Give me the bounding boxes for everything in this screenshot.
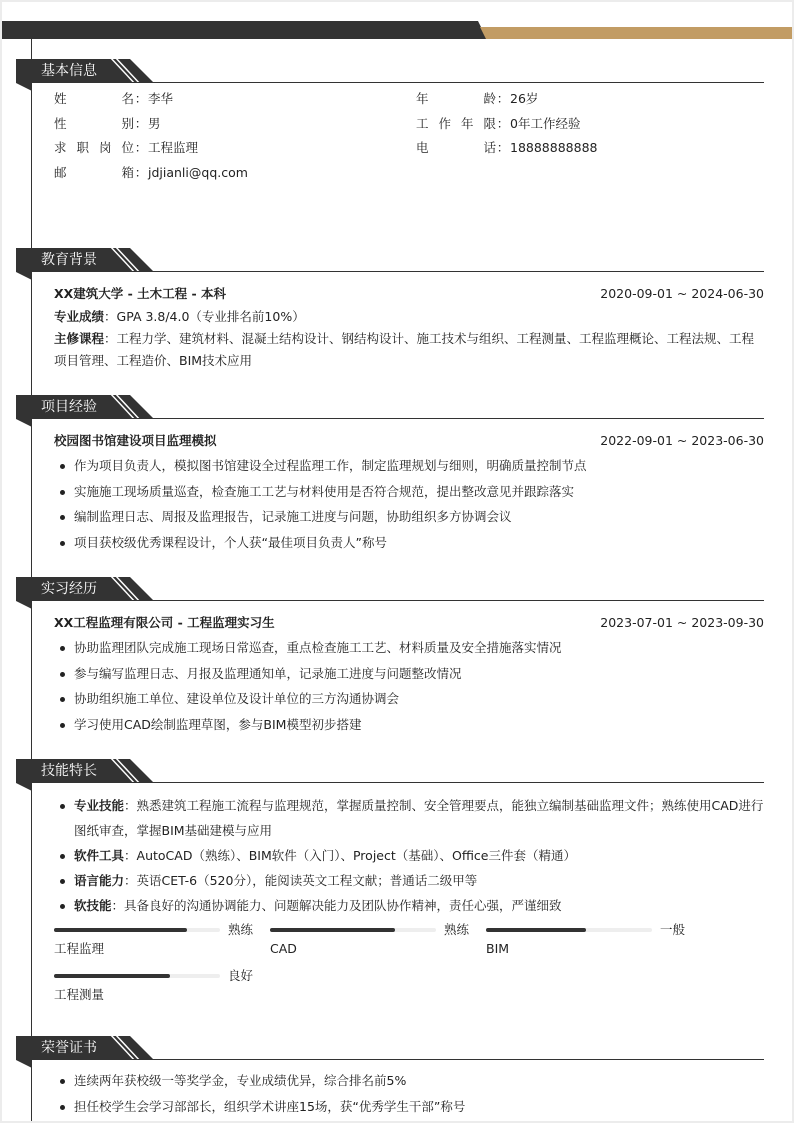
gpa-value: ：GPA 3.8/4.0（专业排名前10%） <box>104 309 305 324</box>
skill-level: 熟练 <box>444 922 470 937</box>
section-header <box>16 395 764 419</box>
colon: ： <box>134 116 148 131</box>
colon: ： <box>134 91 148 106</box>
skill-bar-item <box>54 922 264 966</box>
project-bullets <box>54 453 764 555</box>
skill-label: 语言能力 <box>74 873 125 888</box>
resume-page <box>2 2 792 1121</box>
skill-track <box>54 928 220 932</box>
skill-track <box>270 928 436 932</box>
list-item <box>54 893 764 918</box>
section-title: 技能特长 <box>16 759 102 783</box>
section-basic-info <box>16 59 764 189</box>
courses-line <box>54 328 764 372</box>
info-position <box>54 138 198 158</box>
honors-bullets <box>54 1068 764 1119</box>
skill-text: ：AutoCAD（熟练）、BIM软件（入门）、Project（基础）、Office三件套（精通） <box>124 848 576 863</box>
skill-label: 软技能 <box>74 898 112 913</box>
list-item: 协助组织施工单位、建设单位及设计单位的三方沟通协调会 <box>54 686 764 712</box>
stripes-decoration-icon <box>102 759 154 783</box>
entry-header <box>54 429 764 453</box>
skill-bars <box>54 922 764 1012</box>
skill-text: ：具备良好的沟通协调能力、问题解决能力及团队协作精神，责任心强，严谨细致 <box>111 898 562 913</box>
list-item: 项目获校级优秀课程设计，个人获“最佳项目负责人”称号 <box>54 530 764 556</box>
section-body <box>16 783 764 1012</box>
list-item: 作为项目负责人，模拟图书馆建设全过程监理工作，制定监理规划与细则，明确质量控制节点 <box>54 453 764 479</box>
info-phone <box>416 138 597 158</box>
entry-header <box>54 282 764 306</box>
colon: ： <box>496 91 510 106</box>
info-value: 18888888888 <box>510 140 598 155</box>
skill-track <box>54 974 220 978</box>
section-body <box>16 83 764 189</box>
list-item: 参与编写监理日志、月报及监理通知单，记录施工进度与问题整改情况 <box>54 661 764 687</box>
section-honors <box>16 1036 764 1119</box>
colon: ： <box>134 165 148 180</box>
section-title: 基本信息 <box>16 59 102 83</box>
skill-bar-item <box>270 922 480 966</box>
skill-name: BIM <box>486 941 510 956</box>
skill-name: CAD <box>270 941 297 956</box>
skill-text: ：英语CET-6（520分），能阅读英文工程文献；普通话二级甲等 <box>124 873 478 888</box>
skill-fill <box>270 928 395 932</box>
list-item <box>54 868 764 893</box>
info-value[interactable]: jdjianli@qq.com <box>148 165 248 180</box>
gpa-label: 专业成绩 <box>54 309 105 324</box>
entry-date: 2022-09-01 ~ 2023-06-30 <box>600 433 764 448</box>
info-value: 李华 <box>148 91 174 106</box>
info-label: 年龄 <box>416 91 496 106</box>
section-title: 荣誉证书 <box>16 1036 102 1060</box>
entry-date: 2023-07-01 ~ 2023-09-30 <box>600 615 764 630</box>
section-divider <box>102 1059 764 1060</box>
info-label: 电话 <box>416 140 496 155</box>
stripes-decoration-icon <box>102 248 154 272</box>
section-title: 实习经历 <box>16 577 102 601</box>
courses-label: 主修课程 <box>54 331 105 346</box>
section-divider <box>102 782 764 783</box>
skill-track <box>486 928 652 932</box>
info-grid <box>54 89 764 189</box>
list-item: 协助监理团队完成施工现场日常巡查，重点检查施工工艺、材料质量及安全措施落实情况 <box>54 635 764 661</box>
section-internship <box>16 577 764 737</box>
section-body <box>16 601 764 737</box>
section-divider <box>102 418 764 419</box>
colon: ： <box>134 140 148 155</box>
section-header <box>16 248 764 272</box>
skill-label: 专业技能 <box>74 798 125 813</box>
gpa-line <box>54 306 764 328</box>
skill-label: 软件工具 <box>74 848 125 863</box>
header-bar-dark <box>2 21 487 39</box>
section-body <box>16 419 764 555</box>
section-body <box>16 272 764 372</box>
list-item <box>54 843 764 868</box>
section-header <box>16 1036 764 1060</box>
section-skills <box>16 759 764 1012</box>
section-divider <box>102 600 764 601</box>
info-value: 26岁 <box>510 91 539 106</box>
header-bar-gold <box>480 27 792 39</box>
info-label: 性别 <box>54 116 134 131</box>
skill-bar-item <box>54 968 264 1012</box>
stripes-decoration-icon <box>102 59 154 83</box>
list-item: 连续两年获校级一等奖学金，专业成绩优异，综合排名前5% <box>54 1068 764 1094</box>
info-value: 工程监理 <box>148 140 199 155</box>
entry-header <box>54 611 764 635</box>
info-value: 0年工作经验 <box>510 116 581 131</box>
project-title: 校园图书馆建设项目监理模拟 <box>54 433 217 448</box>
company-title: XX工程监理有限公司 - 工程监理实习生 <box>54 615 275 630</box>
section-divider <box>102 271 764 272</box>
info-name <box>54 89 173 109</box>
section-project <box>16 395 764 555</box>
stripes-decoration-icon <box>102 577 154 601</box>
skill-level: 一般 <box>660 922 686 937</box>
info-email <box>54 163 248 183</box>
section-title: 教育背景 <box>16 248 102 272</box>
section-header <box>16 759 764 783</box>
list-item: 实施施工现场质量巡查，检查施工工艺与材料使用是否符合规范，提出整改意见并跟踪落实 <box>54 479 764 505</box>
list-item: 学习使用CAD绘制监理草图，参与BIM模型初步搭建 <box>54 712 764 738</box>
skill-level: 良好 <box>228 968 254 983</box>
skill-fill <box>54 928 187 932</box>
skill-fill <box>486 928 586 932</box>
internship-bullets <box>54 635 764 737</box>
colon: ： <box>496 140 510 155</box>
section-header <box>16 577 764 601</box>
info-age <box>416 89 538 109</box>
info-value: 男 <box>148 116 161 131</box>
skill-bar-item <box>486 922 696 966</box>
section-header <box>16 59 764 83</box>
info-label: 工作年限 <box>416 116 496 131</box>
skill-level: 熟练 <box>228 922 254 937</box>
colon: ： <box>496 116 510 131</box>
section-body <box>16 1060 764 1119</box>
courses-value: ：工程力学、建筑材料、混凝土结构设计、钢结构设计、施工技术与组织、工程测量、工程监理概论、工程法规、工程项目管理、工程造价、BIM技术应用 <box>54 331 755 368</box>
list-item: 担任校学生会学习部部长，组织学术讲座15场，获“优秀学生干部”称号 <box>54 1094 764 1120</box>
skill-name: 工程测量 <box>54 987 105 1002</box>
entry-date: 2020-09-01 ~ 2024-06-30 <box>600 286 764 301</box>
list-item: 编制监理日志、周报及监理报告，记录施工进度与问题，协助组织多方协调会议 <box>54 504 764 530</box>
list-item <box>54 793 764 843</box>
info-gender <box>54 114 161 134</box>
info-label: 姓名 <box>54 91 134 106</box>
section-education <box>16 248 764 372</box>
info-work-years <box>416 114 580 134</box>
skill-text: ：熟悉建筑工程施工流程与监理规范，掌握质量控制、安全管理要点，能独立编制基础监理文件；熟练使用CAD进行图纸审查，掌握BIM基础建模与应用 <box>74 798 764 838</box>
section-title: 项目经验 <box>16 395 102 419</box>
info-label: 邮箱 <box>54 165 134 180</box>
school-title: XX建筑大学 - 土木工程 - 本科 <box>54 286 227 301</box>
skill-fill <box>54 974 170 978</box>
stripes-decoration-icon <box>102 1036 154 1060</box>
skills-bullets <box>54 793 764 918</box>
section-divider <box>102 82 764 83</box>
skill-name: 工程监理 <box>54 941 105 956</box>
info-label: 求职岗位 <box>54 140 134 155</box>
stripes-decoration-icon <box>102 395 154 419</box>
